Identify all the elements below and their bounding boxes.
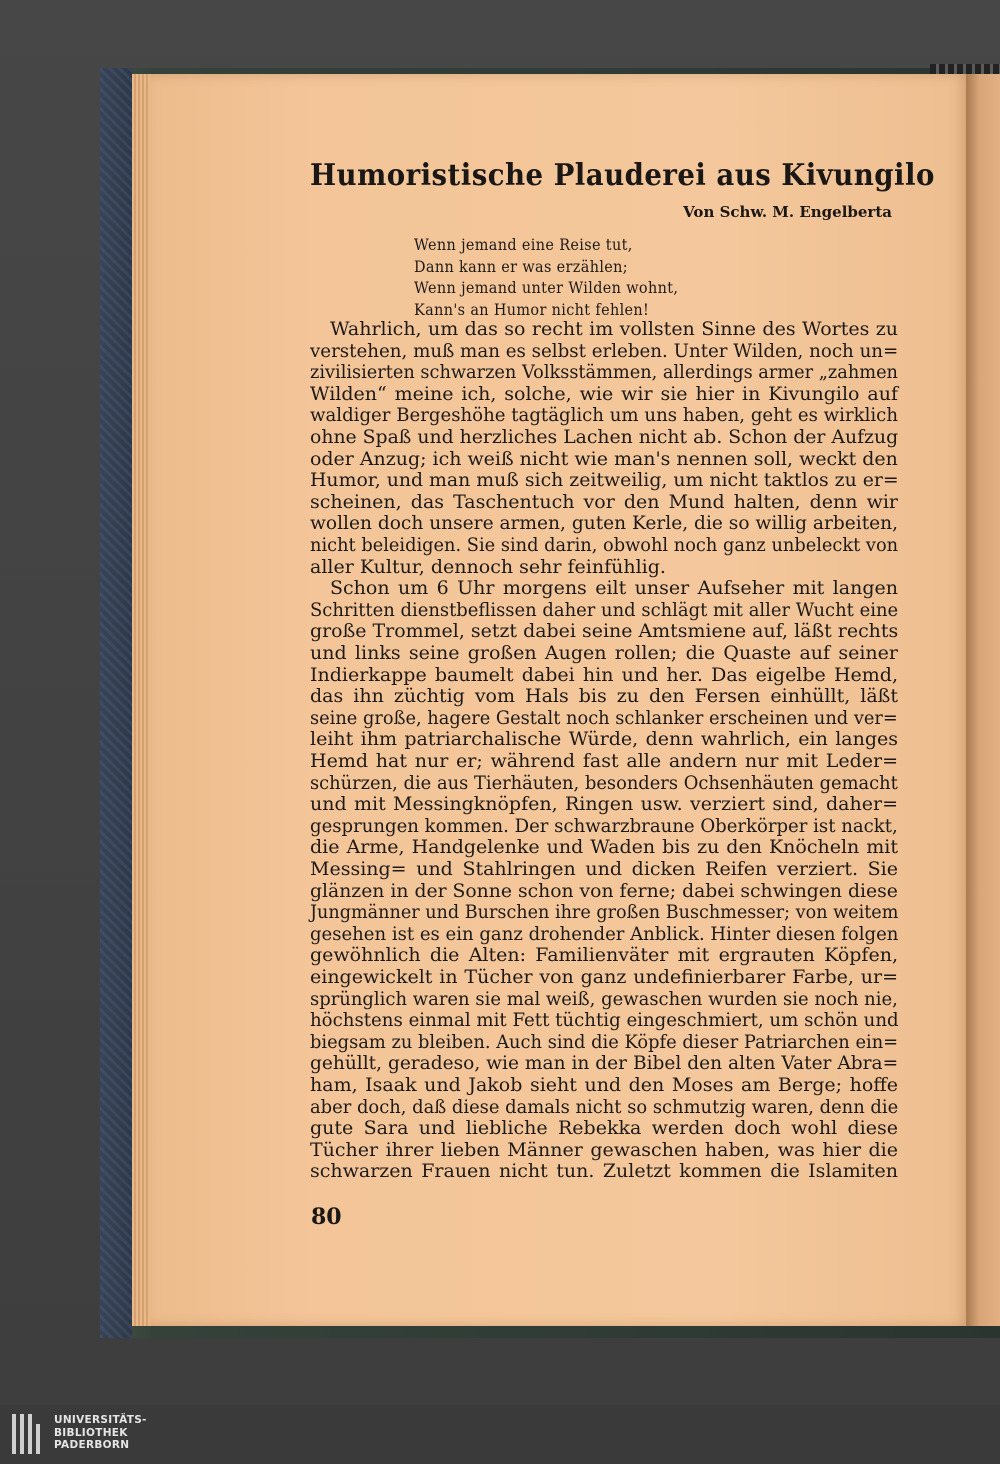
page-number: 80 bbox=[311, 1204, 342, 1230]
body-line: Jungmänner und Burschen ihre großen Buschmesser; von weitem bbox=[310, 901, 899, 924]
body-line: das ihn züchtig vom Hals bis zu den Fersen einhüllt, läßt bbox=[310, 685, 898, 708]
body-line: aller Kultur, dennoch sehr feinfühlig. bbox=[310, 555, 666, 578]
body-line: Messing= und Stahlringen und dicken Reifen verziert. Sie bbox=[310, 858, 898, 880]
body-line: leiht ihm patriarchalische Würde, denn wahrlich, ein langes bbox=[310, 728, 898, 751]
article-author: Von Schw. M. Engelberta bbox=[683, 203, 892, 221]
body-line: aber doch, daß diese damals nicht so schmutzig waren, denn die bbox=[310, 1095, 899, 1118]
body-line: zivilisierten schwarzen Volksstämmen, allerdings armer „zahmen bbox=[310, 361, 898, 384]
body-line: höchstens einmal mit Fett tüchtig eingeschmiert, um schön und bbox=[310, 1009, 899, 1032]
body-line: die Arme, Handgelenke und Waden bis zu den Knöcheln mit bbox=[310, 836, 898, 859]
body-line: waldiger Bergeshöhe tagtäglich um uns haben, geht es wirklich bbox=[310, 404, 899, 427]
body-line: Wahrlich, um das so recht im vollsten Sinne des Wortes zu bbox=[330, 318, 898, 340]
body-line: und mit Messingknöpfen, Ringen usw. verziert sind, daher= bbox=[310, 793, 898, 816]
body-line: Humor, und man muß sich zeitweilig, um nicht taktlos zu er= bbox=[310, 469, 899, 492]
poem-line: Dann kann er was erzählen; bbox=[414, 256, 629, 276]
logo-line: BIBLIOTHEK bbox=[54, 1426, 128, 1439]
body-line: glänzen in der Sonne schon von ferne; dabei schwingen diese bbox=[310, 879, 898, 902]
body-line: verstehen, muß man es selbst erleben. Unter Wilden, noch un= bbox=[310, 339, 899, 362]
body-line: biegsam zu bleiben. Auch sind die Köpfe dieser Patriarchen ein= bbox=[310, 1030, 899, 1053]
body-line: nicht beleidigen. Sie sind darin, obwohl noch ganz unbeleckt von bbox=[310, 534, 899, 556]
body-line: gesprungen kommen. Der schwarzbraune Oberkörper ist nackt, bbox=[310, 814, 898, 837]
body-line: Tücher ihrer lieben Männer gewaschen haben, was hier die bbox=[310, 1138, 898, 1161]
poem-line: Wenn jemand eine Reise tut, bbox=[414, 235, 633, 254]
body-line: große Trommel, setzt dabei seine Amtsmiene auf, läßt rechts bbox=[310, 620, 899, 643]
body-line: scheinen, das Taschentuch vor den Mund halten, denn wir bbox=[310, 490, 898, 513]
footer-bar bbox=[0, 1405, 1000, 1464]
body-line: gesehen ist es ein ganz drohender Anblick. Hinter diesen folgen bbox=[310, 922, 899, 945]
body-line: Schritten dienstbeflissen daher und schlägt mit aller Wucht eine bbox=[310, 598, 899, 621]
body-line: und links seine großen Augen rollen; die Quaste auf seiner bbox=[310, 642, 898, 664]
epigraph-poem bbox=[414, 234, 708, 320]
body-line: gewöhnlich die Alten: Familienväter mit ergrauten Köpfen, bbox=[310, 944, 898, 967]
body-line: schürzen, die aus Tierhäuten, besonders Ochsenhäuten gemacht bbox=[310, 771, 898, 794]
logo-line: PADERBORN bbox=[54, 1439, 130, 1451]
poem-line: Wenn jemand unter Wilden wohnt, bbox=[414, 278, 679, 297]
cover-marbled-spine bbox=[100, 68, 132, 1338]
body-line: Schon um 6 Uhr morgens eilt unser Aufseher mit langen bbox=[330, 577, 898, 600]
body-line: wollen doch unsere armen, guten Kerle, die so willig arbeiten, bbox=[310, 512, 899, 535]
body-line: ohne Spaß und herzliches Lachen nicht ab. Schon der Aufzug bbox=[310, 426, 899, 448]
next-page-edge bbox=[966, 74, 1000, 1326]
body-line: Indierkappe baumelt dabei hin und her. Das eigelbe Hemd, bbox=[310, 663, 898, 686]
body-line: oder Anzug; ich weiß nicht wie man's nennen soll, weckt den bbox=[310, 447, 898, 470]
body-line: Wilden“ meine ich, solche, wie wir sie hier in Kivungilo auf bbox=[310, 382, 898, 405]
body-line: gehüllt, geradeso, wie man in der Bibel den alten Vater Abra= bbox=[310, 1052, 899, 1075]
library-logo-icon bbox=[12, 1414, 48, 1454]
body-line: gute Sara und liebliche Rebekka werden doch wohl diese bbox=[310, 1117, 898, 1140]
body-line: eingewickelt in Tücher von ganz undefinierbarer Farbe, ur= bbox=[310, 966, 898, 988]
library-logo-text bbox=[54, 1414, 147, 1452]
body-line: Hemd hat nur er; während fast alle andern nur mit Leder= bbox=[310, 750, 898, 772]
body-line: ham, Isaak und Jakob sieht und den Moses am Berge; hoffe bbox=[310, 1074, 898, 1096]
body-line: seine große, hagere Gestalt noch schlanker erscheinen und ver= bbox=[310, 706, 898, 729]
poem-line: Kann's an Humor nicht fehlen! bbox=[414, 299, 650, 319]
body-line: schwarzen Frauen nicht tun. Zuletzt kommen die Islamiten bbox=[310, 1160, 898, 1183]
body-line: sprünglich waren sie mal weiß, gewaschen wurden sie noch nie, bbox=[310, 987, 898, 1010]
logo-line: UNIVERSITÄTS- bbox=[54, 1414, 147, 1426]
article-title: Humoristische Plauderei aus Kivungilo bbox=[310, 158, 935, 193]
